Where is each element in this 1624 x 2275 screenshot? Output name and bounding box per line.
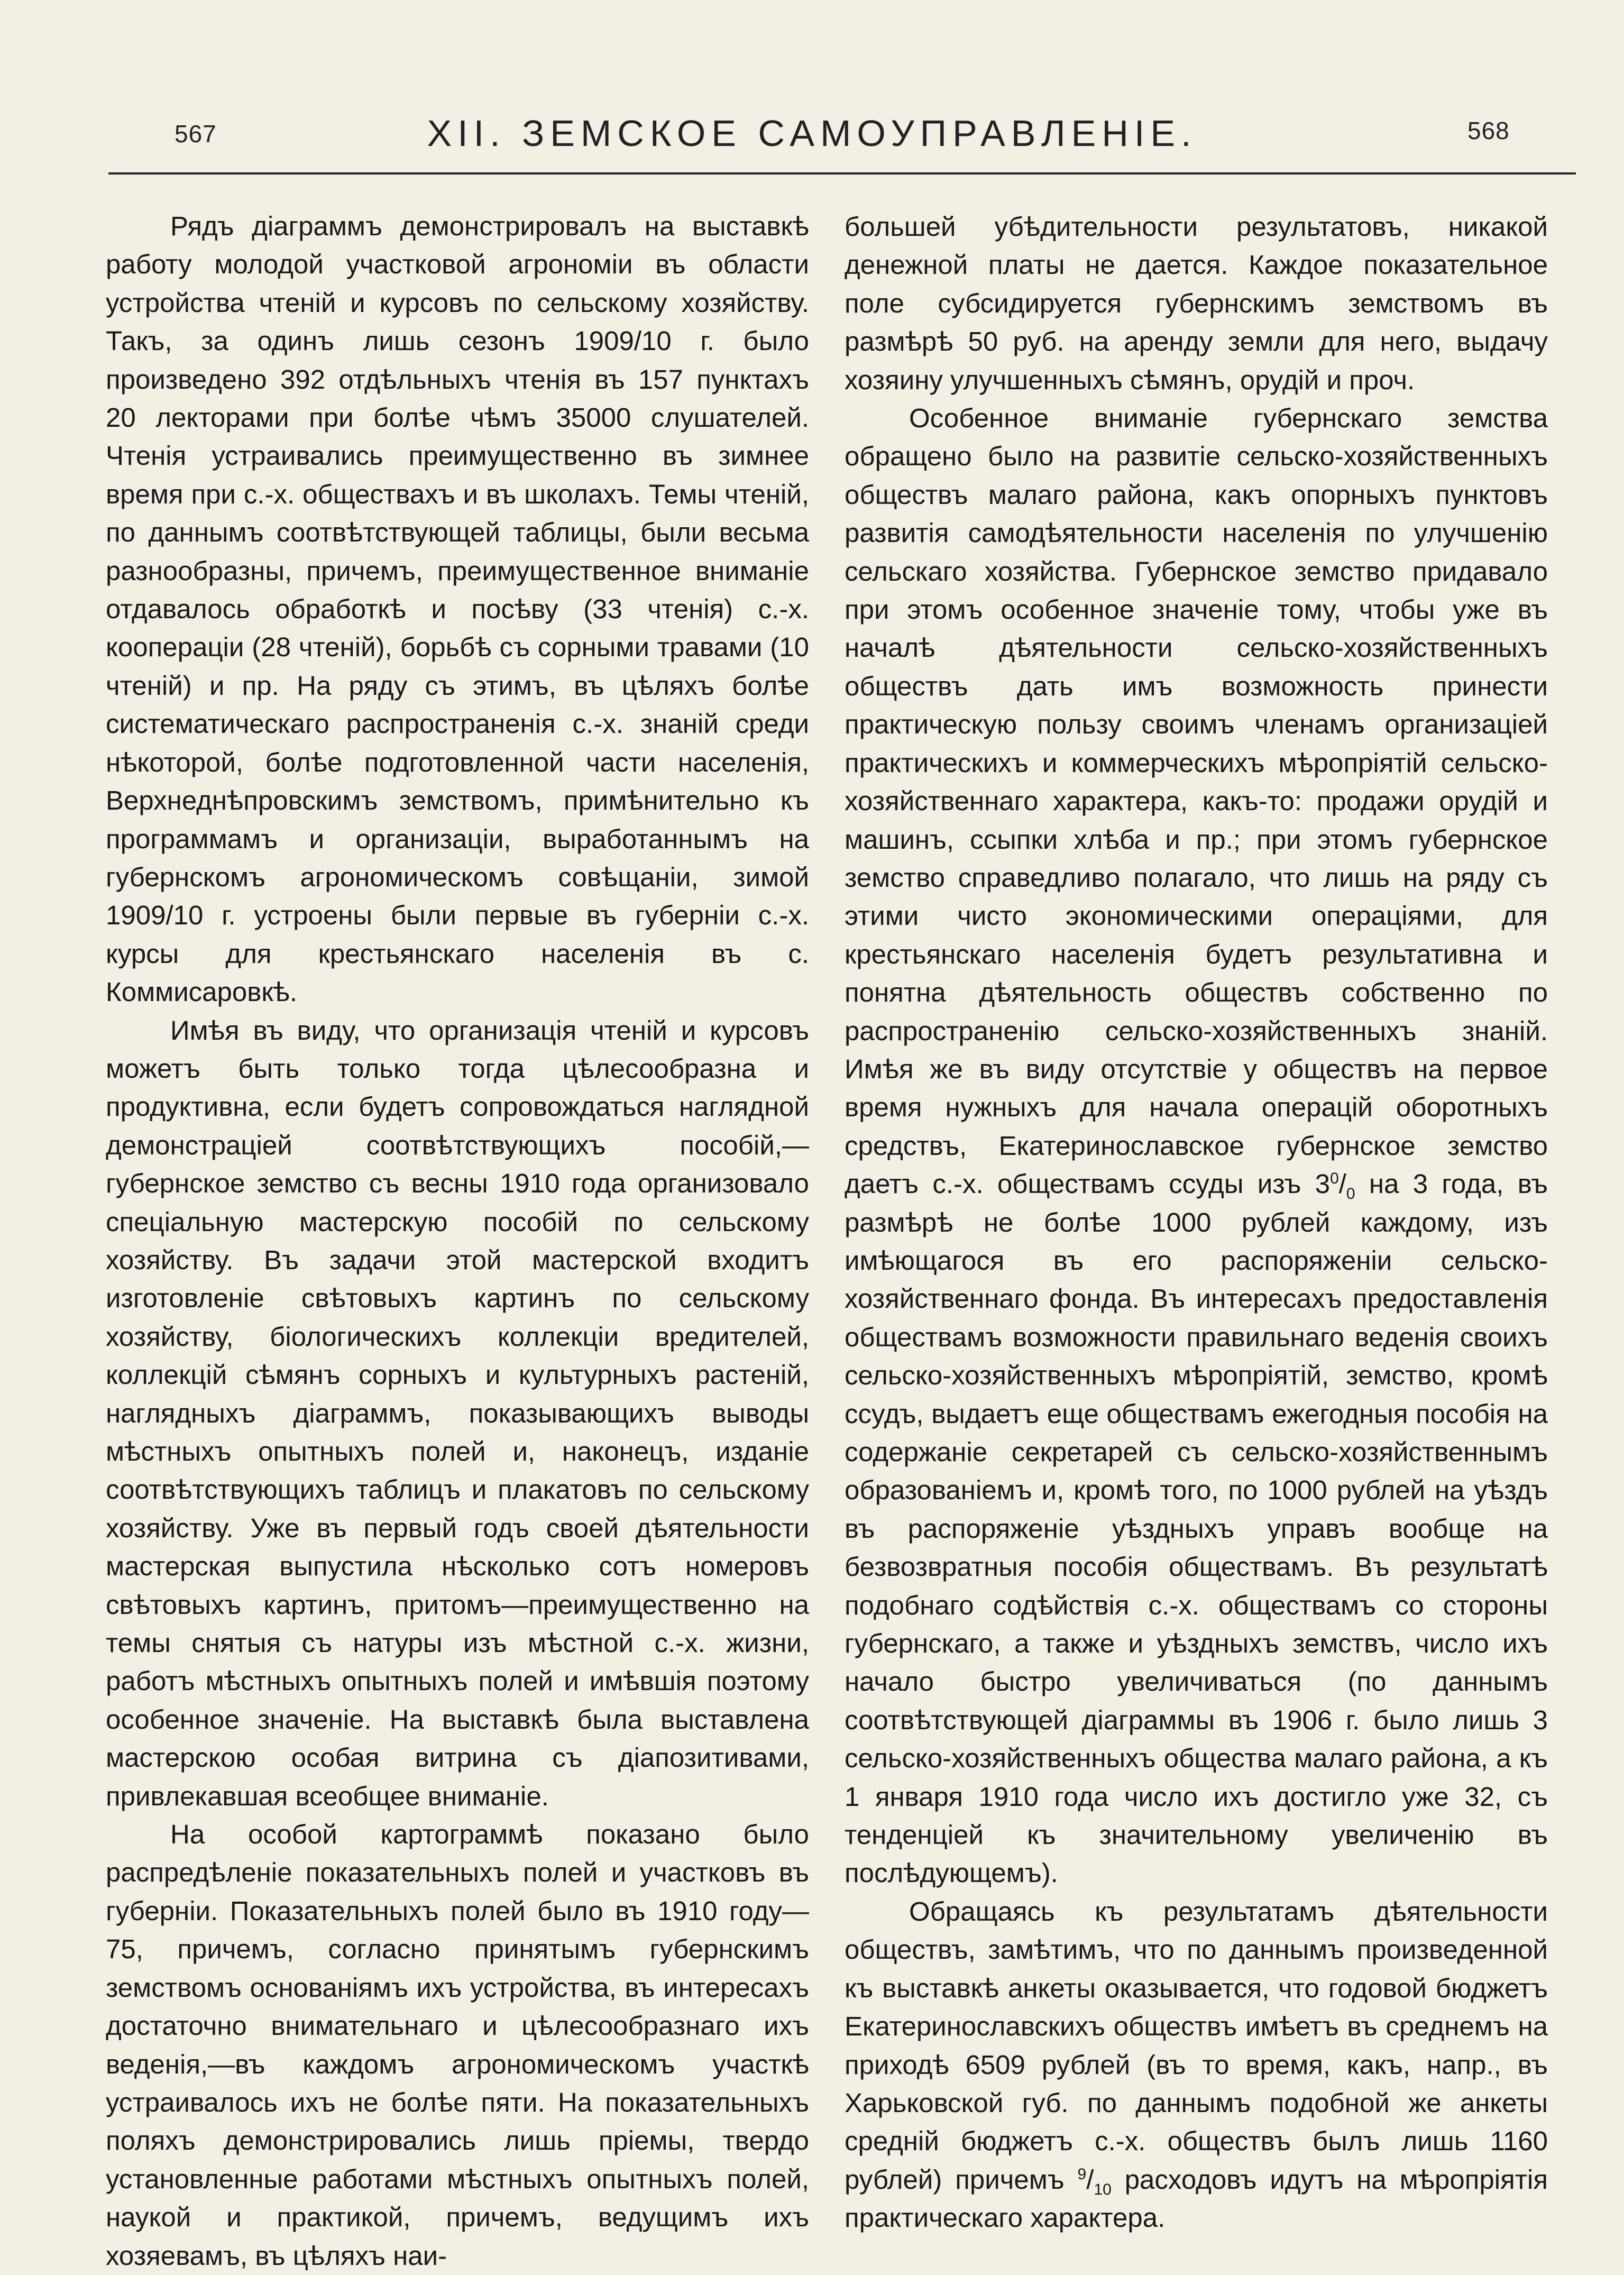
left-column: [106, 207, 809, 2275]
paragraph-budget-part-a: Обращаясь къ результатамъ дѣятельности обществъ, замѣтимъ, что по даннымъ произведенной къ выставкѣ анкеты оказывается, что годовой бюджетъ Екатеринославскихъ обществъ имѣетъ въ среднемъ на приходѣ 6509 рублей (въ то время, какъ, напр., въ Харьковской губ. по даннымъ подобной же анкеты средній бюджетъ с.-х. обществъ былъ лишь 1160 рублей) причемъ: [845, 1896, 1548, 2195]
paragraph-societies-part-a: Особенное вниманіе губернскаго земства обращено было на развитіе сельско-хозяйственныхъ обществъ малаго района, какъ опорныхъ пунктовъ развитія самодѣятельности населенія по улучшенію сельскаго хозяйства. Губернское земство придавало при этомъ особенное значеніе тому, чтобы уже въ началѣ дѣятельности сельско-хозяйственныхъ обществъ дать имъ возможность принести практическую пользу своимъ членамъ организаціей практическихъ и коммерческихъ мѣропріятій сельско-хозяйственнаго характера, какъ-то: продажи орудій и машинъ, ссыпки хлѣба и пр.; при этомъ губернское земство справедливо полагало, что лишь на ряду съ этими чисто экономическими операціями, для крестьянскаго населенія будетъ результативна и понятна дѣятельность обществъ собственно по распространенію сельско-хозяйственныхъ знаній. Имѣя же въ виду отсутствіе у обществъ на первое время нужныхъ для начала операцій оборотныхъ средствъ, Екатеринославское губернское земство даетъ с.-х. обществамъ ссуды изъ 3: [845, 403, 1548, 1199]
paragraph-budget: [845, 1893, 1548, 2237]
header-rule: [108, 172, 1576, 175]
paragraph-lectures: Рядъ діаграммъ демонстрировалъ на выставкѣ работу молодой участковой агрономіи въ области устройства чтеній и курсовъ по сельскому хозяйству. Такъ, за одинъ лишь сезонъ 1909/10 г. было произведено 392 отдѣльныхъ чтенія въ 157 пунктахъ 20 лекторами при болѣе чѣмъ 35000 слушателей. Чтенія устраивались преимущественно въ зимнее время при с.-х. обществахъ и въ школахъ. Темы чтеній, по даннымъ соотвѣтствующей таблицы, были весьма разнообразны, причемъ, преимущественное вниманіе отдавалось обработкѣ и посѣву (33 чтенія) с.-х. кооперацiи (28 чтеній), борьбѣ съ сорными травами (10 чтеній) и пр. На ряду съ этимъ, въ цѣляхъ болѣе систематическаго распространенія с.-х. знаній среди нѣкоторой, болѣе подготовленной части населенія, Верхнеднѣпровскимъ земствомъ, примѣнительно къ программамъ и организаціи, выработаннымъ на губернскомъ агрономическомъ совѣщаніи, зимой 1909/10 г. устроены были первые въ губерніи с.-х. курсы для крестьянскаго населенія въ с. Коммисаровкѣ.: [106, 211, 809, 1007]
paragraph-workshop: Имѣя въ виду, что организація чтеній и курсовъ можетъ быть только тогда цѣлесообразна и продуктивна, если будетъ сопровождаться наглядной демонстраціей соотвѣтствующихъ пособій,—губернское земство съ весны 1910 года организовало спеціальную мастерскую пособій по сельскому хозяйству. Въ задачи этой мастерской входитъ изготовленіе свѣтовыхъ картинъ по сельскому хозяйству, біологическихъ коллекціи вредителей, коллекцій сѣмянъ сорныхъ и культурныхъ растеній, наглядныхъ діаграммъ, показывающихъ выводы мѣстныхъ опытныхъ полей и, наконецъ, изданіе соотвѣтствующихъ таблицъ и плакатовъ по сельскому хозяйству. Уже въ первый годъ своей дѣятельности мастерская выпустила нѣсколько сотъ номеровъ свѣтовыхъ картинъ, притомъ—преимущественно на темы снятыя съ натуры изъ мѣстной с.-х. жизни, работъ мѣстныхъ опытныхъ полей и имѣвшія поэтому особенное значеніе. На выставкѣ была выставлена мастерскою особая витрина съ діапозитивами, привлекавшая всеобщее вниманіе.: [106, 1015, 809, 1811]
paragraph-societies-part-b: на 3 года, въ размѣрѣ не болѣе 1000 рублей каждому, изъ имѣющагося въ его распоряженіи сельско-хозяйственнаго фонда. Въ интересахъ предоставленія обществамъ возможности правильнаго веденія своихъ сельско-хозяйственныхъ мѣропріятій, земство, кромѣ ссудъ, выдаетъ еще обществамъ ежегодныя пособія на содержаніе секретарей съ сельско-хозяйственнымъ образованіемъ и, кромѣ того, по 1000 рублей на уѣздъ въ распоряженіе уѣздныхъ управъ вообще на безвозвратныя пособія обществамъ. Въ результатѣ подобнаго содѣйствія с.-х. обществамъ со стороны губернскаго, а также и уѣздныхъ земствъ, число ихъ начало быстро увеличиваться (по даннымъ соотвѣтствующей діаграммы въ 1906 г. было лишь 3 сельско-хозяйственныхъ общества малаго района, а къ 1 января 1910 года число ихъ достигло уже 32, съ тенденціей къ значительному увеличенію въ послѣдующемъ).: [845, 1169, 1548, 1888]
percent-subscript: 0: [1346, 1185, 1355, 1203]
paragraph-budget-part-b: расходовъ идутъ на мѣропріятія практическаго характера.: [845, 2164, 1548, 2233]
fraction-numerator: 9: [1077, 2165, 1087, 2183]
percent-slash: /: [1338, 1169, 1346, 1199]
page-number-left: 567: [175, 120, 217, 148]
percent-superscript: 0: [1330, 1170, 1339, 1188]
fraction-slash: /: [1086, 2164, 1094, 2195]
paragraph-demo-fields: На особой картограммѣ показано было распредѣленіе показательныхъ полей и участковъ въ губерніи. Показательныхъ полей было въ 1910 году—75, причемъ, согласно принятымъ губернскимъ земствомъ основаніямъ ихъ устройства, въ интересахъ достаточно внимательнаго и цѣлесообразнаго ихъ веденія,—въ каждомъ агрономическомъ участкѣ устраивалось ихъ не болѣе пяти. На показательныхъ поляхъ демонстрировались лишь пріемы, твердо установленные работами мѣстныхъ опытныхъ полей, наукой и практикой, причемъ, ведущимъ ихъ хозяевамъ, въ цѣляхъ наи-: [106, 1819, 809, 2271]
fraction-denominator: 10: [1094, 2180, 1112, 2198]
running-title: XII. ЗЕМСКОЕ САМОУПРАВЛЕНІЕ.: [427, 113, 1197, 154]
right-column: [845, 208, 1548, 2237]
paragraph-continuation: большей убѣдительности результатовъ, никакой денежной платы не дается. Каждое показательное поле субсидируется губернскимъ земствомъ въ размѣрѣ 50 руб. на аренду земли для него, выдачу хозяину улучшенныхъ сѣмянъ, орудій и проч.: [845, 212, 1548, 395]
paragraph-societies: [845, 399, 1548, 1893]
page-number-right: 568: [1467, 117, 1510, 144]
